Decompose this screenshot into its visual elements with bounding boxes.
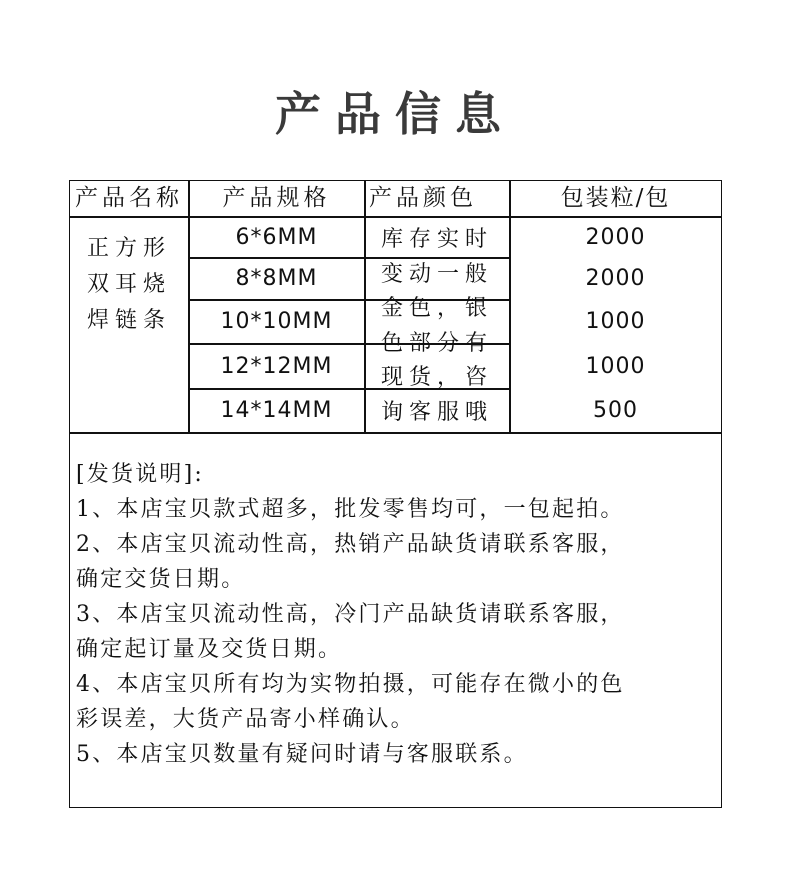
header-product-spec: 产品规格 xyxy=(222,185,331,211)
product-info-table xyxy=(69,180,722,808)
product-name xyxy=(70,231,188,339)
note-line: 确定起订量及交货日期。 xyxy=(76,637,343,662)
color-line: 现货，咨 xyxy=(380,365,493,390)
note-line: 2、本店宝贝流动性高，热销产品缺货请联系客服， xyxy=(76,532,625,557)
note-line: 3、本店宝贝流动性高，冷门产品缺货请联系客服， xyxy=(76,602,625,627)
color-line: 库存实时 xyxy=(380,227,493,252)
color-line: 金色，银 xyxy=(380,296,493,321)
shipping-notes-heading: [发货说明]: xyxy=(76,462,204,487)
note-line: 彩误差，大货产品寄小样确认。 xyxy=(76,707,415,732)
product-name-line: 焊链条 xyxy=(86,308,171,333)
note-line: 确定交货日期。 xyxy=(76,567,246,592)
color-line: 变动一般 xyxy=(380,261,493,287)
product-name-line: 正方形 xyxy=(86,236,171,261)
note-line: 1、本店宝贝款式超多，批发零售均可，一包起拍。 xyxy=(76,497,625,522)
spec-cell: 12*12MM xyxy=(220,353,333,379)
note-line: 5、本店宝贝数量有疑问时请与客服联系。 xyxy=(76,742,528,767)
spec-cell: 8*8MM xyxy=(235,266,318,291)
product-color xyxy=(365,223,509,430)
color-line: 色部分有 xyxy=(380,330,493,356)
product-name-line: 双耳烧 xyxy=(86,272,171,297)
spec-cell: 10*10MM xyxy=(220,309,333,334)
quantity-cell: 2000 xyxy=(585,266,646,291)
spec-cell: 6*6MM xyxy=(235,224,318,250)
quantity-cell: 500 xyxy=(593,398,638,423)
shipping-notes xyxy=(76,457,716,772)
color-line: 询客服哦 xyxy=(380,399,493,425)
quantity-cell: 1000 xyxy=(585,353,646,379)
quantity-cell: 1000 xyxy=(585,309,646,334)
spec-cell: 14*14MM xyxy=(220,398,333,423)
quantity-cell: 2000 xyxy=(585,224,646,250)
table-bottom-divider xyxy=(70,432,721,434)
page-title: 产品信息 xyxy=(275,87,515,141)
note-line: 4、本店宝贝所有均为实物拍摄，可能存在微小的色 xyxy=(76,672,625,697)
header-product-name: 产品名称 xyxy=(75,185,183,211)
header-product-color: 产品颜色 xyxy=(369,185,477,211)
header-pack-quantity: 包装粒/包 xyxy=(560,185,671,211)
